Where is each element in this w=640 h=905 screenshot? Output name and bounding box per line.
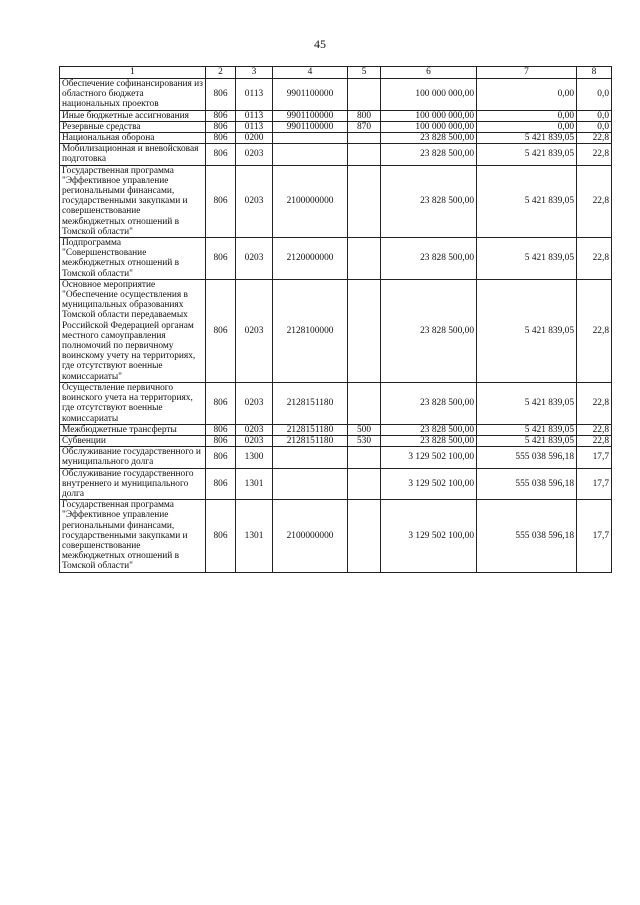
cell-c8: 0,0 bbox=[577, 79, 612, 111]
column-header: 1 bbox=[60, 67, 206, 79]
cell-c8: 22,8 bbox=[577, 382, 612, 424]
column-header: 7 bbox=[477, 67, 577, 79]
cell-c7: 0,00 bbox=[477, 110, 577, 121]
cell-c4 bbox=[273, 447, 348, 468]
cell-c5 bbox=[348, 468, 381, 500]
cell-c2: 806 bbox=[206, 133, 236, 144]
cell-c7: 555 038 596,18 bbox=[477, 447, 577, 468]
row-label: Мобилизационная и вневойсковая подготовка bbox=[60, 144, 206, 165]
table-row bbox=[60, 144, 612, 165]
cell-c4 bbox=[273, 133, 348, 144]
row-label: Обслуживание государственного и муниципального долга bbox=[60, 447, 206, 468]
cell-c5 bbox=[348, 279, 381, 382]
column-header: 8 bbox=[577, 67, 612, 79]
row-label: Национальная оборона bbox=[60, 133, 206, 144]
cell-c8: 22,8 bbox=[577, 435, 612, 446]
cell-c8: 17,7 bbox=[577, 500, 612, 572]
cell-c2: 806 bbox=[206, 165, 236, 237]
table-row bbox=[60, 500, 612, 572]
row-label: Государственная программа "Эффективное управление региональными финансами, государственными закупками и совершенствование межбюджетных отношений в Томской области" bbox=[60, 500, 206, 572]
cell-c2: 806 bbox=[206, 144, 236, 165]
row-label: Субвенции bbox=[60, 435, 206, 446]
table-row bbox=[60, 468, 612, 500]
cell-c7: 5 421 839,05 bbox=[477, 424, 577, 435]
cell-c7: 5 421 839,05 bbox=[477, 279, 577, 382]
cell-c4 bbox=[273, 468, 348, 500]
cell-c4: 2128151180 bbox=[273, 424, 348, 435]
cell-c5 bbox=[348, 382, 381, 424]
cell-c4: 2100000000 bbox=[273, 500, 348, 572]
cell-c6: 100 000 000,00 bbox=[381, 110, 477, 121]
cell-c3: 1301 bbox=[236, 500, 273, 572]
cell-c5 bbox=[348, 500, 381, 572]
cell-c5 bbox=[348, 79, 381, 111]
cell-c3: 0200 bbox=[236, 133, 273, 144]
cell-c6: 23 828 500,00 bbox=[381, 279, 477, 382]
cell-c3: 0203 bbox=[236, 435, 273, 446]
cell-c4: 2120000000 bbox=[273, 238, 348, 280]
table-row bbox=[60, 435, 612, 446]
cell-c6: 23 828 500,00 bbox=[381, 435, 477, 446]
column-header: 5 bbox=[348, 67, 381, 79]
cell-c7: 5 421 839,05 bbox=[477, 238, 577, 280]
cell-c5: 870 bbox=[348, 121, 381, 132]
table-row bbox=[60, 110, 612, 121]
cell-c5: 500 bbox=[348, 424, 381, 435]
cell-c3: 0203 bbox=[236, 165, 273, 237]
cell-c8: 0,0 bbox=[577, 110, 612, 121]
table-row bbox=[60, 447, 612, 468]
cell-c5 bbox=[348, 133, 381, 144]
cell-c2: 806 bbox=[206, 424, 236, 435]
table-row bbox=[60, 238, 612, 280]
row-label: Резервные средства bbox=[60, 121, 206, 132]
cell-c6: 23 828 500,00 bbox=[381, 424, 477, 435]
cell-c8: 22,8 bbox=[577, 238, 612, 280]
cell-c4: 9901100000 bbox=[273, 110, 348, 121]
cell-c8: 22,8 bbox=[577, 424, 612, 435]
cell-c2: 806 bbox=[206, 279, 236, 382]
cell-c8: 17,7 bbox=[577, 468, 612, 500]
cell-c8: 22,8 bbox=[577, 165, 612, 237]
cell-c2: 806 bbox=[206, 447, 236, 468]
cell-c4: 9901100000 bbox=[273, 121, 348, 132]
table-row bbox=[60, 165, 612, 237]
cell-c4: 2100000000 bbox=[273, 165, 348, 237]
table-row bbox=[60, 424, 612, 435]
cell-c6: 3 129 502 100,00 bbox=[381, 447, 477, 468]
cell-c7: 5 421 839,05 bbox=[477, 144, 577, 165]
column-header: 4 bbox=[273, 67, 348, 79]
cell-c5: 800 bbox=[348, 110, 381, 121]
cell-c6: 100 000 000,00 bbox=[381, 121, 477, 132]
cell-c3: 1301 bbox=[236, 468, 273, 500]
row-label: Подпрограмма "Совершенствование межбюджетных отношений в Томской области" bbox=[60, 238, 206, 280]
cell-c5: 530 bbox=[348, 435, 381, 446]
cell-c8: 17,7 bbox=[577, 447, 612, 468]
cell-c6: 23 828 500,00 bbox=[381, 382, 477, 424]
cell-c4: 9901100000 bbox=[273, 79, 348, 111]
table-row bbox=[60, 133, 612, 144]
table-row bbox=[60, 382, 612, 424]
cell-c3: 1300 bbox=[236, 447, 273, 468]
cell-c7: 5 421 839,05 bbox=[477, 133, 577, 144]
cell-c3: 0113 bbox=[236, 121, 273, 132]
cell-c7: 5 421 839,05 bbox=[477, 435, 577, 446]
cell-c8: 0,0 bbox=[577, 121, 612, 132]
budget-table bbox=[59, 66, 612, 573]
table-row bbox=[60, 79, 612, 111]
cell-c4: 2128151180 bbox=[273, 382, 348, 424]
cell-c7: 0,00 bbox=[477, 121, 577, 132]
cell-c8: 22,8 bbox=[577, 144, 612, 165]
row-label: Государственная программа "Эффективное управление региональными финансами, государственными закупками и совершенствование межбюджетных отношений в Томской области" bbox=[60, 165, 206, 237]
cell-c5 bbox=[348, 144, 381, 165]
column-header: 6 bbox=[381, 67, 477, 79]
cell-c6: 23 828 500,00 bbox=[381, 238, 477, 280]
cell-c2: 806 bbox=[206, 238, 236, 280]
cell-c2: 806 bbox=[206, 110, 236, 121]
cell-c6: 3 129 502 100,00 bbox=[381, 500, 477, 572]
cell-c3: 0203 bbox=[236, 238, 273, 280]
page-number: 45 bbox=[314, 37, 326, 51]
cell-c7: 5 421 839,05 bbox=[477, 382, 577, 424]
cell-c5 bbox=[348, 238, 381, 280]
cell-c2: 806 bbox=[206, 435, 236, 446]
cell-c3: 0203 bbox=[236, 424, 273, 435]
column-header: 2 bbox=[206, 67, 236, 79]
cell-c7: 0,00 bbox=[477, 79, 577, 111]
cell-c7: 5 421 839,05 bbox=[477, 165, 577, 237]
row-label: Обеспечение софинансирования из областного бюджета национальных проектов bbox=[60, 79, 206, 111]
row-label: Осуществление первичного воинского учета на территориях, где отсутствуют военные комиссариаты bbox=[60, 382, 206, 424]
cell-c3: 0203 bbox=[236, 279, 273, 382]
cell-c4 bbox=[273, 144, 348, 165]
cell-c7: 555 038 596,18 bbox=[477, 468, 577, 500]
row-label: Основное мероприятие "Обеспечение осуществления в муниципальных образованиях Томской области передаваемых Российской Федерацией органам местного самоуправления полномочий по первичному воинскому учету на территориях, где отсутствуют военные комиссариаты" bbox=[60, 279, 206, 382]
cell-c6: 23 828 500,00 bbox=[381, 144, 477, 165]
cell-c2: 806 bbox=[206, 79, 236, 111]
table-row bbox=[60, 121, 612, 132]
row-label: Межбюджетные трансферты bbox=[60, 424, 206, 435]
cell-c3: 0113 bbox=[236, 110, 273, 121]
cell-c6: 3 129 502 100,00 bbox=[381, 468, 477, 500]
cell-c4: 2128151180 bbox=[273, 435, 348, 446]
row-label: Обслуживание государственного внутреннего и муниципального долга bbox=[60, 468, 206, 500]
column-header: 3 bbox=[236, 67, 273, 79]
cell-c5 bbox=[348, 165, 381, 237]
cell-c2: 806 bbox=[206, 468, 236, 500]
cell-c8: 22,8 bbox=[577, 279, 612, 382]
cell-c5 bbox=[348, 447, 381, 468]
cell-c2: 806 bbox=[206, 382, 236, 424]
cell-c2: 806 bbox=[206, 500, 236, 572]
header-row bbox=[60, 67, 612, 79]
cell-c3: 0203 bbox=[236, 382, 273, 424]
cell-c6: 100 000 000,00 bbox=[381, 79, 477, 111]
row-label: Иные бюджетные ассигнования bbox=[60, 110, 206, 121]
cell-c3: 0203 bbox=[236, 144, 273, 165]
cell-c2: 806 bbox=[206, 121, 236, 132]
table-row bbox=[60, 279, 612, 382]
cell-c8: 22,8 bbox=[577, 133, 612, 144]
cell-c6: 23 828 500,00 bbox=[381, 165, 477, 237]
cell-c6: 23 828 500,00 bbox=[381, 133, 477, 144]
cell-c3: 0113 bbox=[236, 79, 273, 111]
cell-c7: 555 038 596,18 bbox=[477, 500, 577, 572]
cell-c4: 2128100000 bbox=[273, 279, 348, 382]
